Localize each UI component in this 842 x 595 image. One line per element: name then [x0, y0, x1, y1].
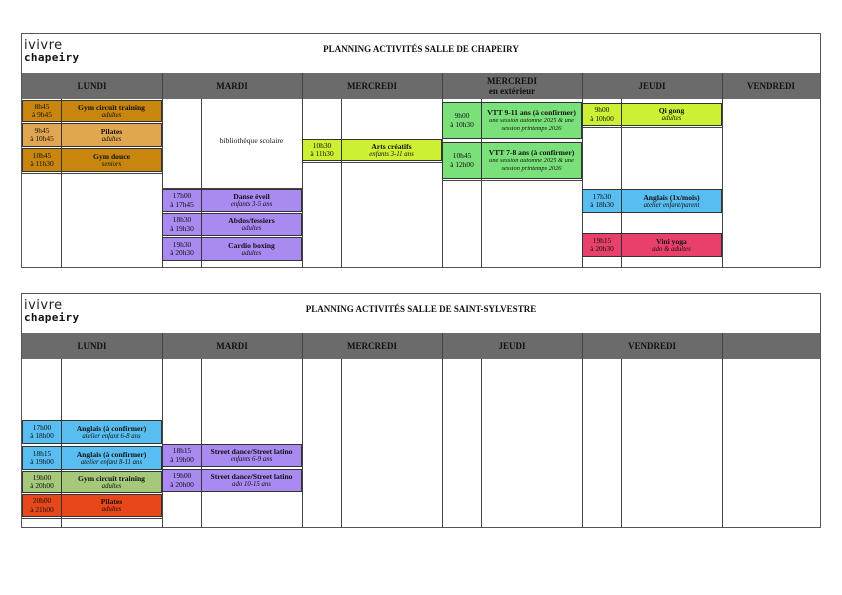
- day-header-mercredi-exterieur: [442, 73, 582, 99]
- day-header-mardi: MARDI: [216, 341, 248, 351]
- activity-name: Qi gong: [658, 106, 685, 115]
- activity-time-value: à 11h30: [30, 159, 54, 168]
- activity-info: [202, 445, 301, 466]
- activity-time-value: 18h30: [172, 215, 192, 224]
- activity-audience: adultes: [661, 115, 682, 122]
- activity-name: Arts créatifs: [371, 141, 412, 151]
- activity-name: Gym circuit training: [78, 473, 145, 483]
- activity-info: [482, 103, 581, 138]
- activity-audience: atelier enfant 6-8 ans: [82, 432, 141, 440]
- activity-info: [202, 238, 301, 260]
- activity-info: [342, 140, 441, 160]
- planning-saint-sylvestre: [21, 293, 821, 528]
- grid-line: [582, 127, 722, 128]
- activity-time: [23, 472, 62, 492]
- activity-time-value: 20h00: [32, 496, 52, 505]
- activity-info: [622, 234, 721, 256]
- activity-time-value: 17h30: [592, 191, 612, 201]
- activity-time: [163, 445, 202, 466]
- grid-line: [302, 73, 303, 268]
- activity-pilates: [22, 123, 162, 147]
- logo-line2: chapeiry: [24, 51, 80, 64]
- grid-line: [341, 99, 342, 268]
- activity-time: [23, 447, 62, 469]
- activity-time-value: à 18h00: [30, 431, 54, 440]
- logo-line2: chapeiry: [24, 311, 80, 324]
- grid-line: [582, 333, 583, 528]
- activity-audience: adultes: [101, 111, 122, 119]
- activity-name: VTT 7-8 ans (à confirmer): [488, 148, 575, 157]
- activity-time-value: à 10h00: [590, 113, 614, 123]
- day-header-mercredi: MERCREDI: [346, 81, 397, 91]
- activity-time-value: 19h15: [592, 235, 612, 245]
- planning-title: PLANNING ACTIVITÉS SALLE DE CHAPEIRY: [323, 44, 519, 54]
- activity-info: [62, 495, 161, 516]
- activity-info: [62, 447, 161, 469]
- activity-name: Anglais (à confirmer): [76, 423, 147, 433]
- days-header: [22, 333, 820, 359]
- activity-pilates: [22, 494, 162, 517]
- day-ext-line1: MERCREDI: [486, 76, 537, 86]
- activity-street-dance-enfants: [162, 444, 302, 467]
- activity-info: [622, 190, 721, 212]
- activity-abdos-fessiers: [162, 213, 302, 236]
- day-header-mercredi: MERCREDI: [346, 341, 397, 351]
- activity-name: VTT 9-11 ans (à confirmer): [487, 108, 576, 117]
- activity-audience: adultes: [101, 135, 122, 143]
- activity-qi-gong: [582, 103, 722, 126]
- activity-time-value: 10h45: [32, 150, 52, 160]
- activity-info: [62, 472, 161, 492]
- grid-line: [22, 518, 162, 519]
- activity-name: Cardio boxing: [228, 240, 275, 250]
- activity-audience: ado & adultes: [652, 245, 691, 253]
- day-header-mardi: MARDI: [216, 81, 248, 91]
- activity-audience: ado 10-15 ans: [232, 481, 271, 488]
- activity-time-value: à 21h00: [30, 504, 54, 514]
- activity-time-value: à 20h00: [170, 479, 194, 489]
- activity-time-value: 19h30: [172, 239, 192, 249]
- library-note: bibliothèque scolaire: [219, 136, 284, 145]
- activity-time-value: à 12h00: [450, 159, 474, 169]
- activity-name: Street dance/Street latino: [210, 472, 293, 481]
- day-header-vendredi: VENDREDI: [627, 341, 676, 351]
- activity-time: [23, 124, 62, 146]
- activity-info: [202, 190, 301, 211]
- activity-time-value: 10h30: [312, 140, 332, 150]
- activity-time-value: à 9h45: [32, 110, 52, 119]
- activity-time-value: à 20h30: [170, 248, 194, 257]
- activity-vini-yoga: [582, 233, 722, 257]
- activity-name: Gym circuit training: [78, 102, 145, 112]
- activity-time-value: à 20h30: [590, 244, 614, 253]
- activity-audience: une session automne 2025 & une session printemps 2026: [489, 157, 574, 172]
- activity-time: [583, 190, 622, 212]
- activity-time: [443, 143, 482, 178]
- activity-time-value: 9h00: [594, 105, 610, 114]
- activity-anglais-8-11: [22, 446, 162, 470]
- activity-arts-creatifs: [302, 139, 442, 161]
- activity-time: [303, 140, 342, 160]
- day-header-lundi: LUNDI: [77, 81, 107, 91]
- activity-time: [23, 495, 62, 516]
- activity-time: [163, 190, 202, 211]
- grid-line: [302, 162, 442, 163]
- activity-anglais: [582, 189, 722, 213]
- activity-time-value: 18h15: [32, 448, 52, 458]
- activity-danse-eveil: [162, 189, 302, 212]
- planning-chapeiry: [21, 33, 821, 268]
- activity-name: Street dance/Street latino: [210, 447, 293, 456]
- activity-time: [23, 149, 62, 171]
- activity-time-value: 9h00: [454, 111, 470, 120]
- activity-time-value: à 10h30: [450, 119, 474, 129]
- planning-title: PLANNING ACTIVITÉS SALLE DE SAINT-SYLVESTRE: [305, 304, 537, 314]
- activity-time-value: à 17h45: [170, 199, 194, 209]
- activity-time-value: à 10h45: [30, 134, 54, 143]
- activity-time: [443, 103, 482, 138]
- activity-info: [482, 143, 581, 178]
- activity-info: [62, 124, 161, 146]
- activity-name: Vini yoga: [656, 236, 687, 246]
- activity-time-value: à 11h30: [310, 149, 334, 158]
- grid-line: [302, 333, 303, 528]
- activity-audience: atelier enfant/parent: [643, 201, 700, 209]
- activity-info: [622, 104, 721, 125]
- activity-vtt-9-11: [442, 102, 582, 139]
- grid-line: [442, 333, 443, 528]
- activity-name: Anglais (à confirmer): [76, 449, 147, 459]
- activity-gym-circuit-training: [22, 100, 162, 122]
- logo-line1: ivivre: [24, 38, 63, 53]
- activity-time-value: à 20h00: [30, 481, 54, 490]
- activity-info: [202, 214, 301, 235]
- day-header-jeudi: JEUDI: [638, 81, 666, 91]
- grid-line: [722, 333, 723, 528]
- day-header-lundi: LUNDI: [77, 341, 107, 351]
- activity-time-value: 18h15: [172, 446, 192, 455]
- activity-info: [202, 470, 301, 491]
- activity-audience: adultes: [241, 249, 262, 257]
- activity-audience: enfants 3-11 ans: [369, 150, 414, 158]
- activity-time-value: 19h00: [172, 471, 192, 480]
- activity-time: [163, 238, 202, 260]
- activity-info: [62, 421, 161, 443]
- activity-audience: adultes: [101, 482, 122, 490]
- activity-vtt-7-8: [442, 142, 582, 179]
- grid-line: [442, 180, 582, 181]
- grid-line: [481, 359, 482, 528]
- activity-name: Anglais (1x/mois): [643, 192, 700, 202]
- activity-time: [23, 101, 62, 121]
- activity-name: Pilates: [100, 126, 123, 136]
- activity-name: Gym douce: [93, 151, 130, 161]
- activity-info: [62, 149, 161, 171]
- activity-street-dance-ado: [162, 469, 302, 492]
- grid-line: [621, 359, 622, 528]
- day-ext-line2: en extérieur: [488, 86, 536, 96]
- activity-audience: enfants 6-9 ans: [230, 456, 273, 463]
- activity-anglais-6-8: [22, 420, 162, 444]
- grid-line: [162, 333, 163, 528]
- logo-line1: ivivre: [24, 298, 63, 313]
- activity-time: [583, 104, 622, 125]
- activity-time-value: 10h45: [452, 151, 472, 160]
- activity-time-value: 8h45: [34, 101, 50, 111]
- activity-audience: adultes: [101, 506, 122, 513]
- activity-time-value: à 18h30: [590, 200, 614, 209]
- activity-audience: enfants 3-5 ans: [230, 201, 273, 208]
- activity-time: [163, 214, 202, 235]
- activity-time-value: 9h45: [34, 125, 50, 135]
- activity-time: [583, 234, 622, 256]
- activity-audience: atelier enfant 8-11 ans: [80, 458, 143, 466]
- grid-line: [722, 73, 723, 268]
- days-header: [22, 73, 820, 99]
- activity-time-value: à 19h30: [170, 223, 194, 233]
- activity-time: [163, 470, 202, 491]
- activity-audience: une session automne 2025 & une session printemps 2026: [489, 117, 574, 132]
- activity-name: Abdos/fessiers: [228, 216, 275, 225]
- activity-name: Danse éveil: [233, 192, 270, 201]
- activity-name: Pilates: [100, 497, 123, 506]
- activity-gym-circuit-training: [22, 471, 162, 493]
- activity-audience: adultes: [241, 225, 262, 232]
- grid-line: [22, 173, 162, 174]
- activity-time-value: 17h00: [32, 422, 52, 432]
- activity-audience: seniors: [101, 160, 122, 168]
- activity-info: [62, 101, 161, 121]
- activity-time-value: à 19h00: [30, 457, 54, 466]
- activity-time: [23, 421, 62, 443]
- activity-time-value: 19h00: [32, 472, 52, 482]
- day-header-vendredi: VENDREDI: [746, 81, 795, 91]
- activity-gym-douce: [22, 148, 162, 172]
- activity-time-value: à 19h00: [170, 454, 194, 464]
- activity-time-value: 17h00: [172, 191, 192, 200]
- grid-line: [341, 359, 342, 528]
- day-header-jeudi: JEUDI: [498, 341, 526, 351]
- activity-cardio-boxing: [162, 237, 302, 261]
